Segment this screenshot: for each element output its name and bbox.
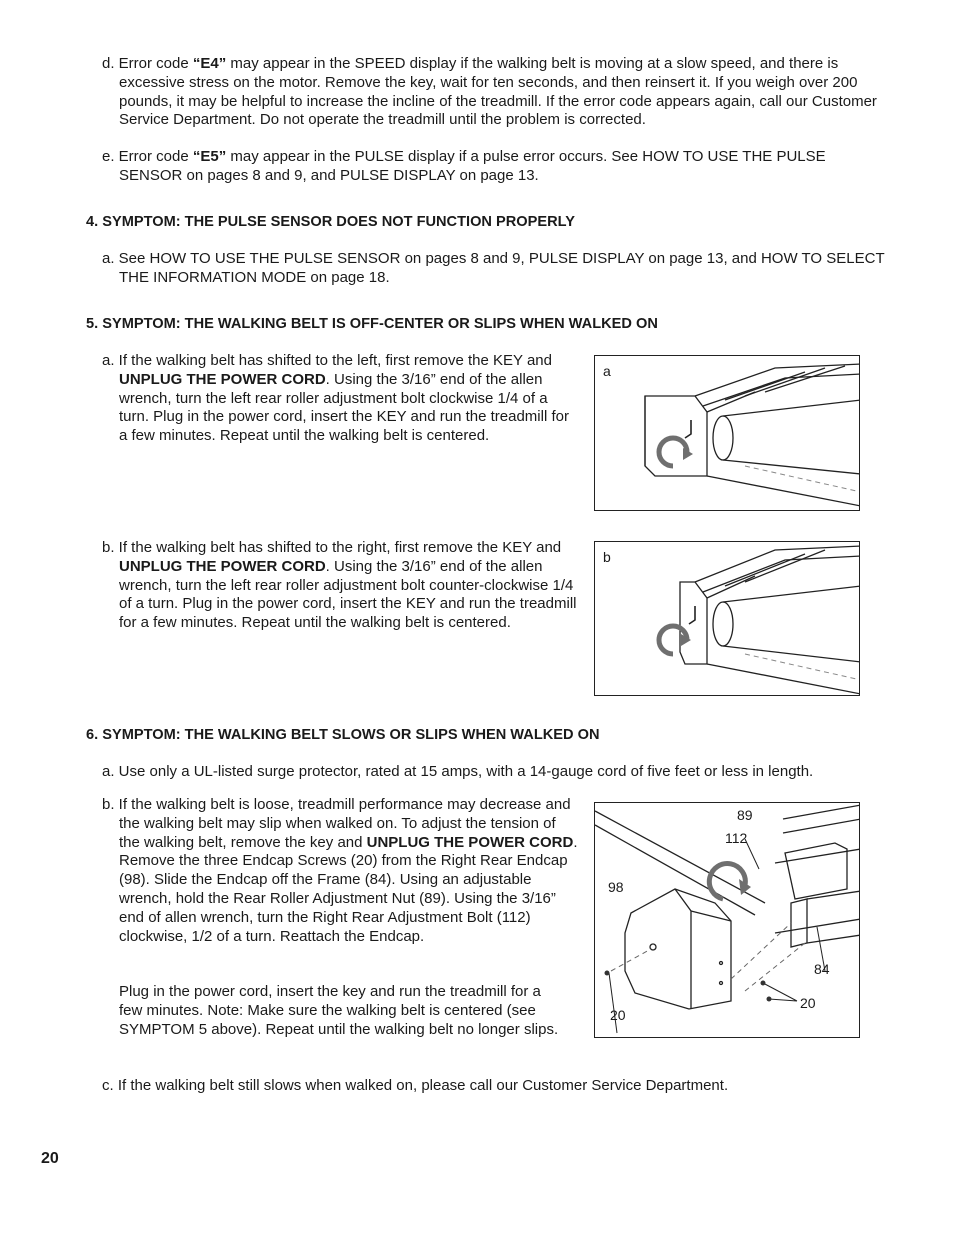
- symptom-6-item-b: [102, 796, 579, 946]
- symptom-6-item-c: c. If the walking belt still slows when walked on, please call our Customer Service Department.: [102, 1077, 729, 1094]
- symptom-6-b-pre: b. If the walking belt is loose, treadmill performance may decrease and the walking belt may slip when walked on. To adjust the tension of the walking belt, remove the key and: [102, 796, 571, 851]
- error-e5-text: may appear in the PULSE display if a pulse error occurs. See HOW TO USE THE PULSE SENSOR on pages 8 and 9, and PULSE DISPLAY on page 13.: [119, 148, 826, 184]
- symptom-6-heading: 6. SYMPTOM: THE WALKING BELT SLOWS OR SLIPS WHEN WALKED ON: [86, 727, 600, 743]
- clockwise-arrow-icon: [659, 438, 687, 466]
- symptom-5-a-post: . Using the 3/16” end of the allen wrench, turn the left rear roller adjustment bolt clockwise 1/4 of a turn. Plug in the power cord, insert the KEY and run the treadmill for a few minutes. Repeat until the walking belt is centered.: [119, 370, 569, 445]
- figure-b: [594, 541, 860, 696]
- figure-a: [594, 355, 860, 511]
- symptom-5-b-pre: b. If the walking belt has shifted to the right, first remove the KEY and: [102, 539, 562, 556]
- error-e4-prefix: d. Error code: [102, 55, 193, 72]
- symptom-6-item-b-paragraph-2: Plug in the power cord, insert the key and run the treadmill for a few minutes. Note: Make sure the walking belt is centered (see SYMPTOM 5 above). Repeat until the walking belt no longer slips.: [119, 983, 559, 1038]
- figure-a-label: a: [603, 363, 611, 379]
- callout-89: 89: [737, 807, 753, 823]
- figure-b-illustration: [595, 542, 860, 696]
- callout-20-right: 20: [800, 995, 816, 1011]
- error-e4-code: “E4”: [192, 55, 227, 72]
- figure-b-label: b: [603, 549, 611, 565]
- symptom-5-item-a: [102, 352, 577, 446]
- symptom-5-item-b: [102, 539, 577, 633]
- symptom-6-b-bold: UNPLUG THE POWER CORD: [366, 833, 574, 851]
- error-e5-prefix: e. Error code: [102, 148, 193, 165]
- page-number: 20: [41, 1150, 59, 1167]
- callout-84: 84: [814, 961, 830, 977]
- symptom-5-heading: 5. SYMPTOM: THE WALKING BELT IS OFF-CENTER OR SLIPS WHEN WALKED ON: [86, 316, 658, 332]
- error-e5-paragraph: [102, 148, 889, 186]
- callout-98: 98: [608, 879, 624, 895]
- symptom-4-heading: 4. SYMPTOM: THE PULSE SENSOR DOES NOT FUNCTION PROPERLY: [86, 214, 575, 230]
- error-e5-code: “E5”: [192, 148, 227, 165]
- error-e4-text: may appear in the SPEED display if the walking belt is moving at a slow speed, and there is excessive stress on the motor. Remove the key, wait for ten seconds, and then reinsert it. If you weigh over 200 pounds, it may be helpful to increase the incline of the treadmill. If the error code appears again, call our Customer Service Department. Do not operate the treadmill until the problem is corrected.: [119, 55, 877, 129]
- callout-112: 112: [725, 830, 748, 846]
- symptom-5-b-bold: UNPLUG THE POWER CORD: [119, 557, 326, 575]
- symptom-5-a-pre: a. If the walking belt has shifted to the left, first remove the KEY and: [102, 352, 552, 369]
- symptom-4-item-a: a. See HOW TO USE THE PULSE SENSOR on pages 8 and 9, PULSE DISPLAY on page 13, and HOW TO SELECT THE INFORMATION MODE on page 18.: [102, 250, 885, 286]
- error-e4-paragraph: [102, 55, 889, 130]
- symptom-6-b-post: . Remove the three Endcap Screws (20) from the Right Rear Endcap (98). Slide the Endcap off the Frame (84). Using an adjustable wrench, hold the Rear Roller Adjustment Nut (89). Using the 3/16” end of allen wrench, turn the Right Rear Adjustment Bolt (112) clockwise, 1/2 of a turn. Reattach the Endcap.: [119, 833, 578, 945]
- callout-20-left: 20: [610, 1007, 626, 1023]
- figure-a-illustration: [595, 356, 860, 511]
- symptom-5-b-post: . Using the 3/16” end of the allen wrench, turn the left rear roller adjustment bolt counter-clockwise 1/4 of a turn. Plug in the power cord, insert the KEY and run the treadmill for a few minutes. Repeat until the walking belt is centered.: [119, 557, 577, 632]
- symptom-6-item-a: a. Use only a UL-listed surge protector, rated at 15 amps, with a 14-gauge cord of five feet or less in length.: [102, 763, 814, 780]
- figure-endcap: [594, 802, 860, 1038]
- symptom-5-a-bold: UNPLUG THE POWER CORD: [119, 370, 326, 388]
